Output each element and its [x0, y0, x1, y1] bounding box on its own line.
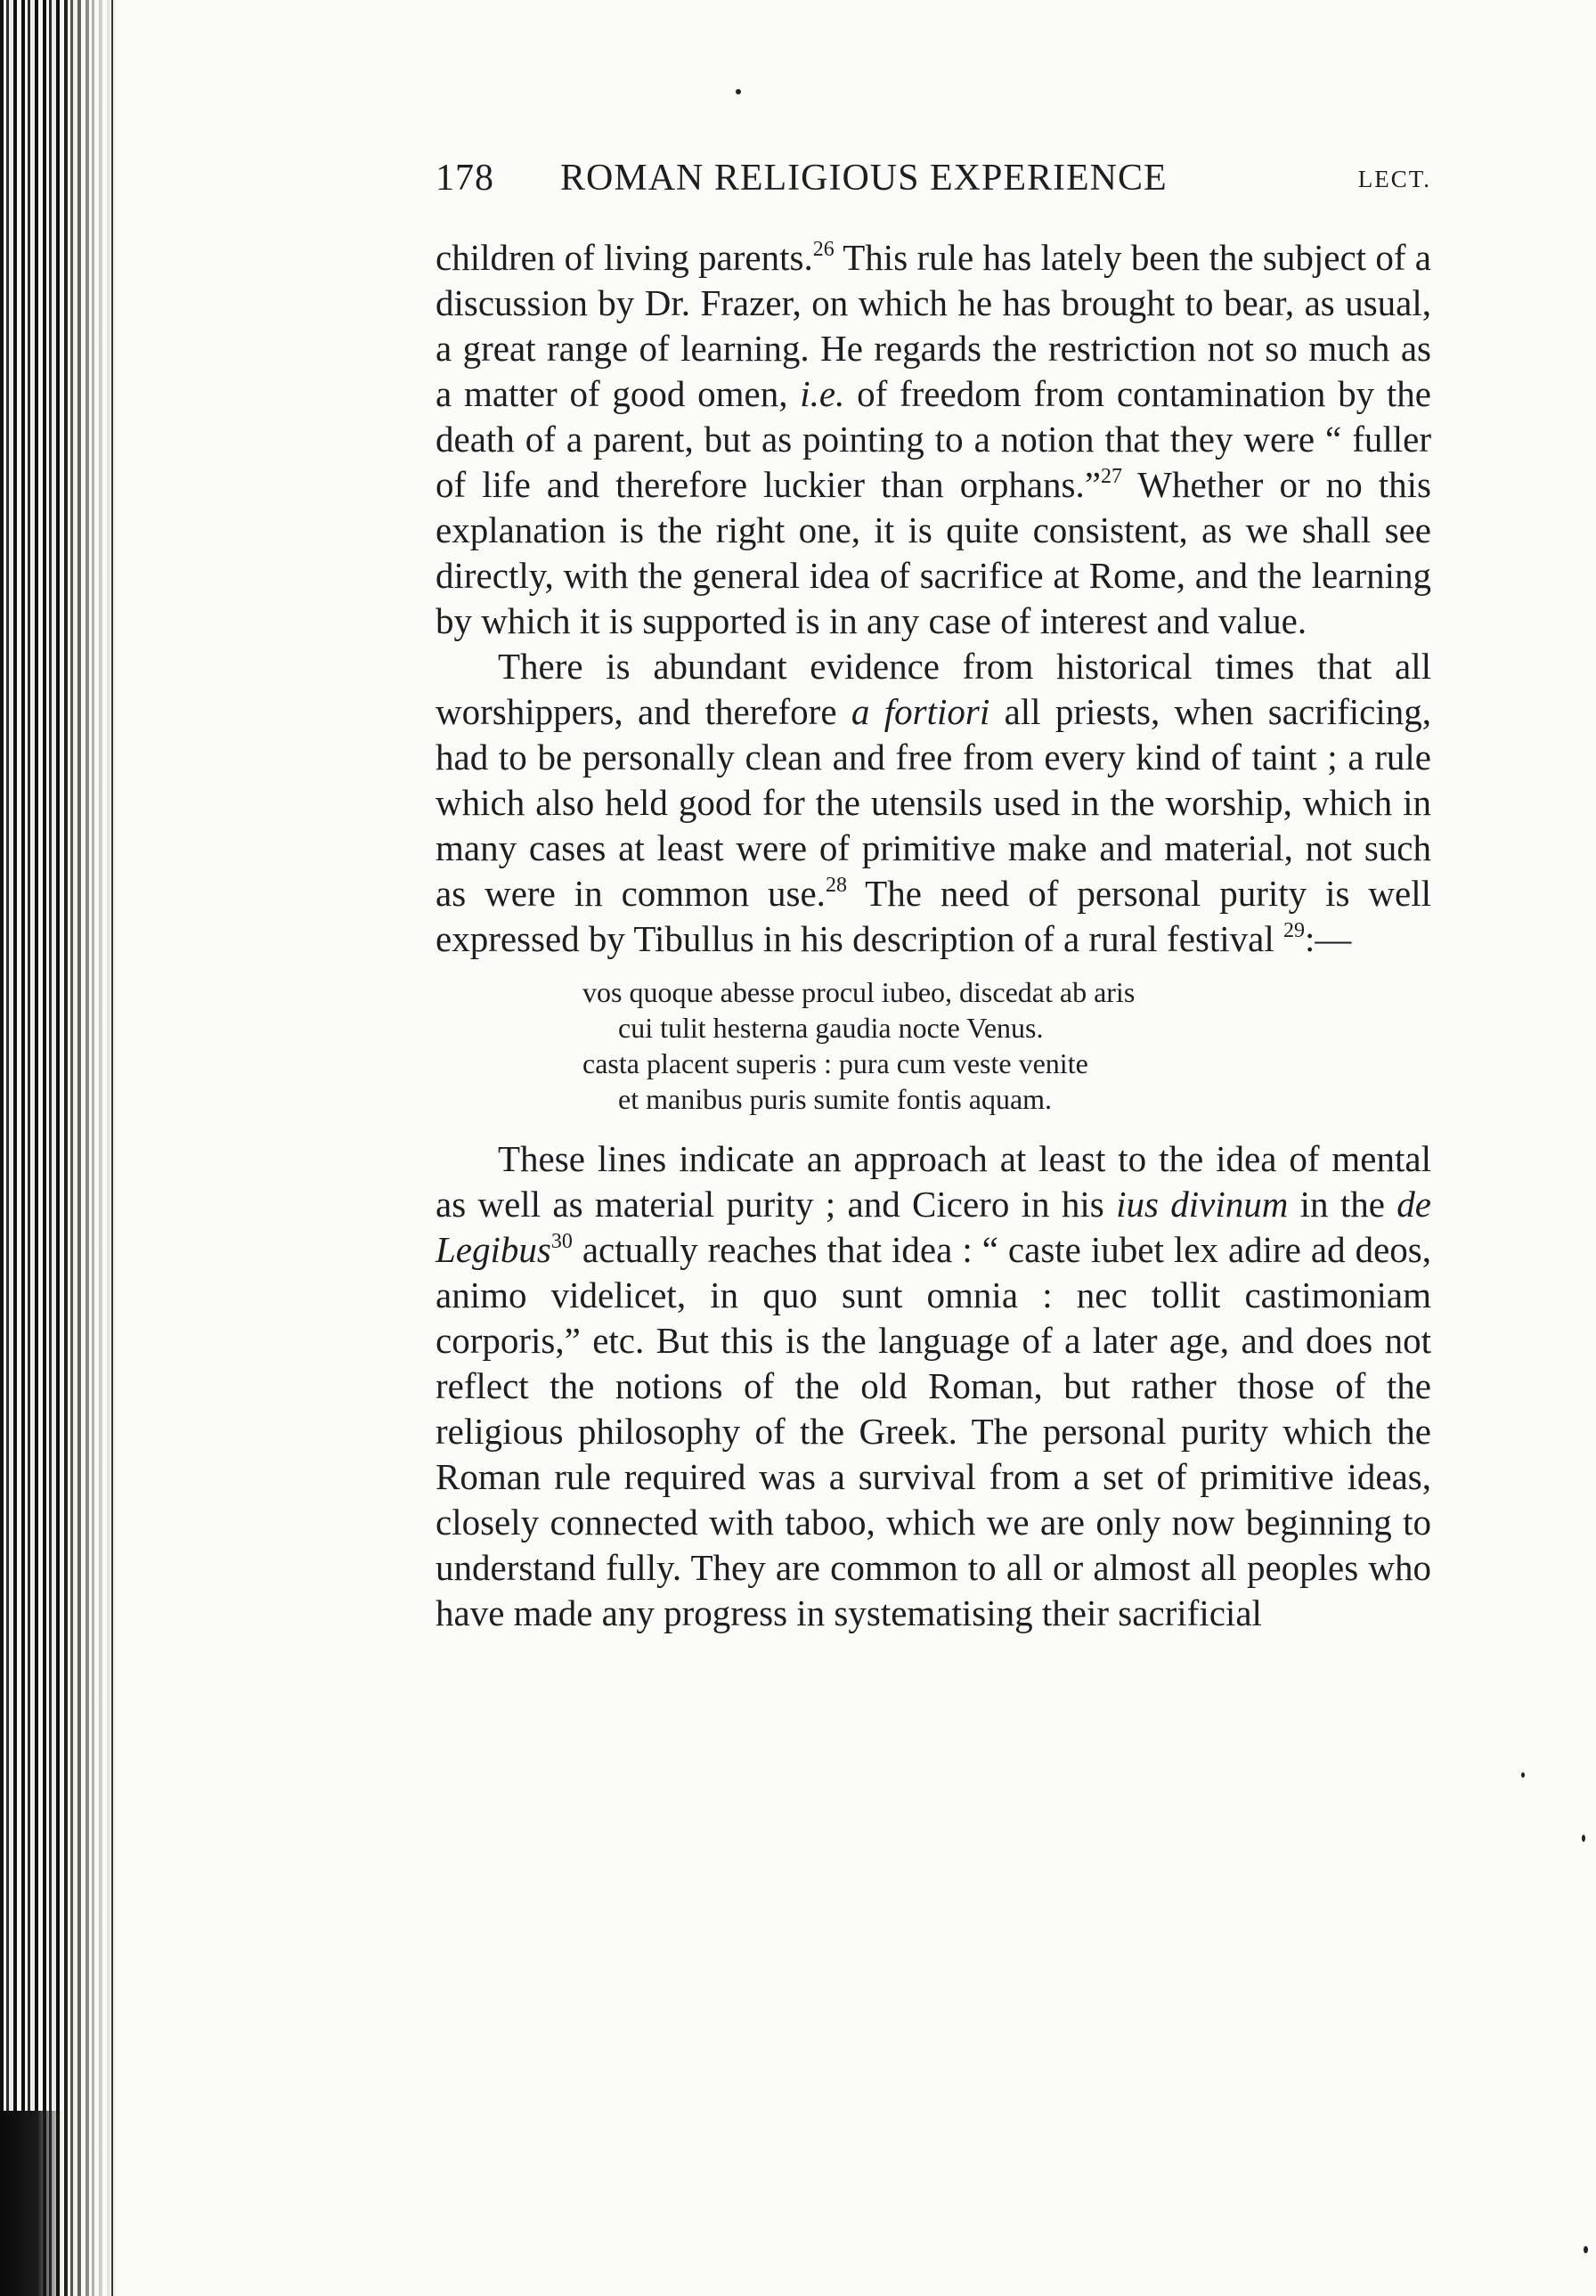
footnote-ref-26: 26 [812, 238, 835, 261]
italic-ie: i.e. [800, 373, 845, 414]
paragraph-2 [436, 644, 1431, 962]
paragraph-1 [436, 235, 1431, 644]
text-run: of freedom from contamination by the death of a parent, but as pointing to a notion that they were “ fuller of life and therefore luckier than orphans.” [436, 373, 1431, 505]
verse-line: cui tulit hesterna gaudia nocte Venus. [618, 1012, 1044, 1044]
text-run: children of living parents. [436, 237, 813, 278]
text-run: This rule has lately been the subject of a discussion by Dr. Frazer, on which he has brought to bear, as usual, a great range of learning. He regards the restriction not so much as a matter of good omen, [436, 237, 1431, 414]
verse-line: casta placent superis : pura cum veste venite [582, 1047, 1088, 1079]
italic-a-fortiori: a fortiori [851, 691, 990, 732]
paragraph-3 [436, 1136, 1431, 1636]
italic-de-legibus: de Legibus [436, 1184, 1431, 1270]
text-run: :— [1305, 918, 1352, 959]
verse-line: vos quoque abesse procul iubeo, discedat ab aris [582, 976, 1136, 1008]
text-run: in the [1288, 1184, 1397, 1225]
ink-speck [1582, 1835, 1585, 1842]
text-run: all priests, when sacrificing, had to be personally clean and free from every kind of taint ; a rule which also held good for the utensils used in the worship, which in many cases at least were of primitive make and material, not such as were in common use. [436, 691, 1431, 914]
footnote-ref-27: 27 [1100, 465, 1122, 488]
text-run: The need of personal purity is well expressed by Tibullus in his description of a rural festival [436, 873, 1431, 959]
italic-ius-divinum: ius divinum [1116, 1184, 1289, 1225]
ink-speck [1584, 2246, 1588, 2253]
footnote-ref-28: 28 [825, 874, 847, 897]
footnote-ref-30: 30 [550, 1230, 573, 1253]
text-run: actually reaches that idea : “ caste iubet lex adire ad deos, animo videlicet, in quo sunt omnia : nec tollit castimoniam corporis,” etc. But this is the language of a later age, and does not reflect the notions of the old Roman, but rather those of the religious philosophy of the Greek. The personal purity which the Roman rule required was a survival from a set of primitive ideas, closely connected with taboo, which we are only now beginning to understand fully. They are common to all or almost all peoples who have made any progress in systematising their sacrificial [436, 1229, 1431, 1633]
text-run: These lines indicate an approach at least to the idea of mental as well as material purity ; and Cicero in his [436, 1138, 1431, 1225]
verse-quotation [582, 974, 1431, 1117]
verse-line: et manibus puris sumite fontis aquam. [618, 1083, 1053, 1115]
running-head [436, 157, 1431, 207]
ink-speck [736, 89, 741, 94]
text-run: Whether or no this explanation is the right one, it is quite consistent, as we shall see directly, with the general idea of sacrifice at Rome, and the learning by which it is supported is in any case of interest and value. [436, 464, 1431, 641]
footnote-ref-29: 29 [1283, 919, 1305, 942]
body-text [436, 235, 1431, 1636]
section-label: LECT. [1357, 166, 1431, 192]
page-gutter-line [111, 0, 113, 2296]
ink-speck [1521, 1772, 1525, 1778]
page-number: 178 [436, 158, 494, 199]
running-title: ROMAN RELIGIOUS EXPERIENCE [560, 158, 1168, 199]
binding-dark-corner [0, 2111, 62, 2296]
text-run: There is abundant evidence from historical times that all worshippers, and therefore [436, 646, 1431, 732]
